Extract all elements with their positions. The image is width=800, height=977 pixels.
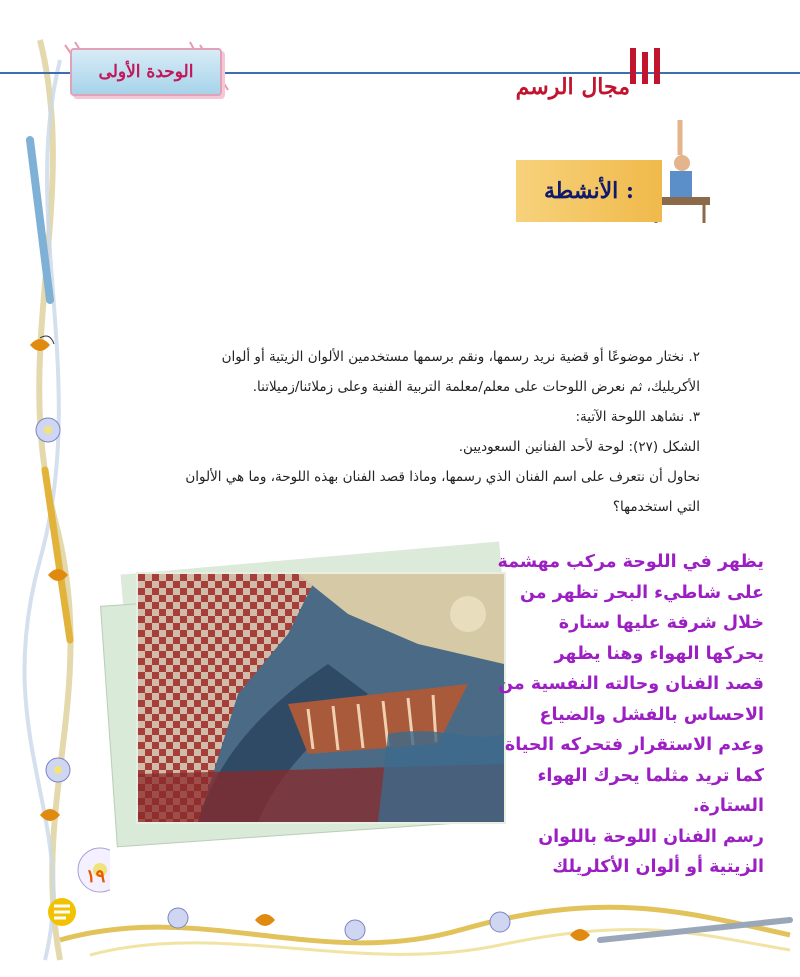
- answer-line: الزيتية أو ألوان الأكلريلك: [552, 857, 764, 877]
- body-text: [70, 342, 700, 522]
- answer-line: يظهر في اللوحة مركب مهشمة: [497, 552, 764, 572]
- section-title: مجال الرسم: [515, 74, 630, 100]
- item-3: ٣. نشاهد اللوحة الآتية:: [575, 409, 700, 425]
- item-2-line-2: الأكريليك، ثم نعرض اللوحات على معلم/معلمة التربية الفنية وعلى زملائنا/زميلاتنا.: [252, 379, 700, 395]
- answer-text: [484, 547, 764, 883]
- question-line-1: نحاول أن نتعرف على اسم الفنان الذي رسمها، وماذا قصد الفنان بهذه اللوحة، وما هي الألوان: [185, 469, 700, 485]
- butterfly-icon: [255, 914, 275, 926]
- answer-line: على شاطيء البحر تظهر من: [520, 582, 764, 603]
- page-number: ١٩: [86, 866, 106, 887]
- flower-icon: [46, 758, 70, 782]
- figure-caption: الشكل (٢٧): لوحة لأحد الفنانين السعوديين.: [458, 439, 700, 455]
- answer-line: خلال شرفة عليها ستارة: [558, 613, 764, 633]
- unit-badge: [70, 48, 222, 96]
- painting-image: [136, 572, 506, 824]
- answer-line: قصد الفنان وحالته النفسية من: [498, 674, 764, 694]
- answer-line: الاحساس بالفشل والضياع: [539, 704, 764, 725]
- activities-title: الأنشطة :: [543, 178, 635, 204]
- answer-line: وعدم الاستقرار فتحركه الحياة: [504, 735, 764, 755]
- decorative-bottom-border: [0, 880, 800, 977]
- unit-label: الوحدة الأولى: [98, 62, 194, 82]
- title-decoration: [626, 46, 666, 86]
- question-line-2: التي استخدمها؟: [612, 499, 700, 515]
- answer-line: كما تريد مثلما يحرك الهواء: [537, 765, 764, 786]
- item-2-line-1: ٢. نختار موضوعًا أو قضية نريد رسمها، ونقم برسمها مستخدمين الألوان الزيتية أو ألوان: [221, 349, 700, 365]
- flower-icon: [36, 418, 60, 442]
- flower-icon: [168, 908, 510, 940]
- answer-line: يحركها الهواء وهنا يظهر: [554, 643, 764, 664]
- answer-line: رسم الفنان اللوحة باللوان: [538, 826, 764, 847]
- answer-line: الستارة.: [692, 796, 764, 816]
- activities-banner: [516, 160, 662, 222]
